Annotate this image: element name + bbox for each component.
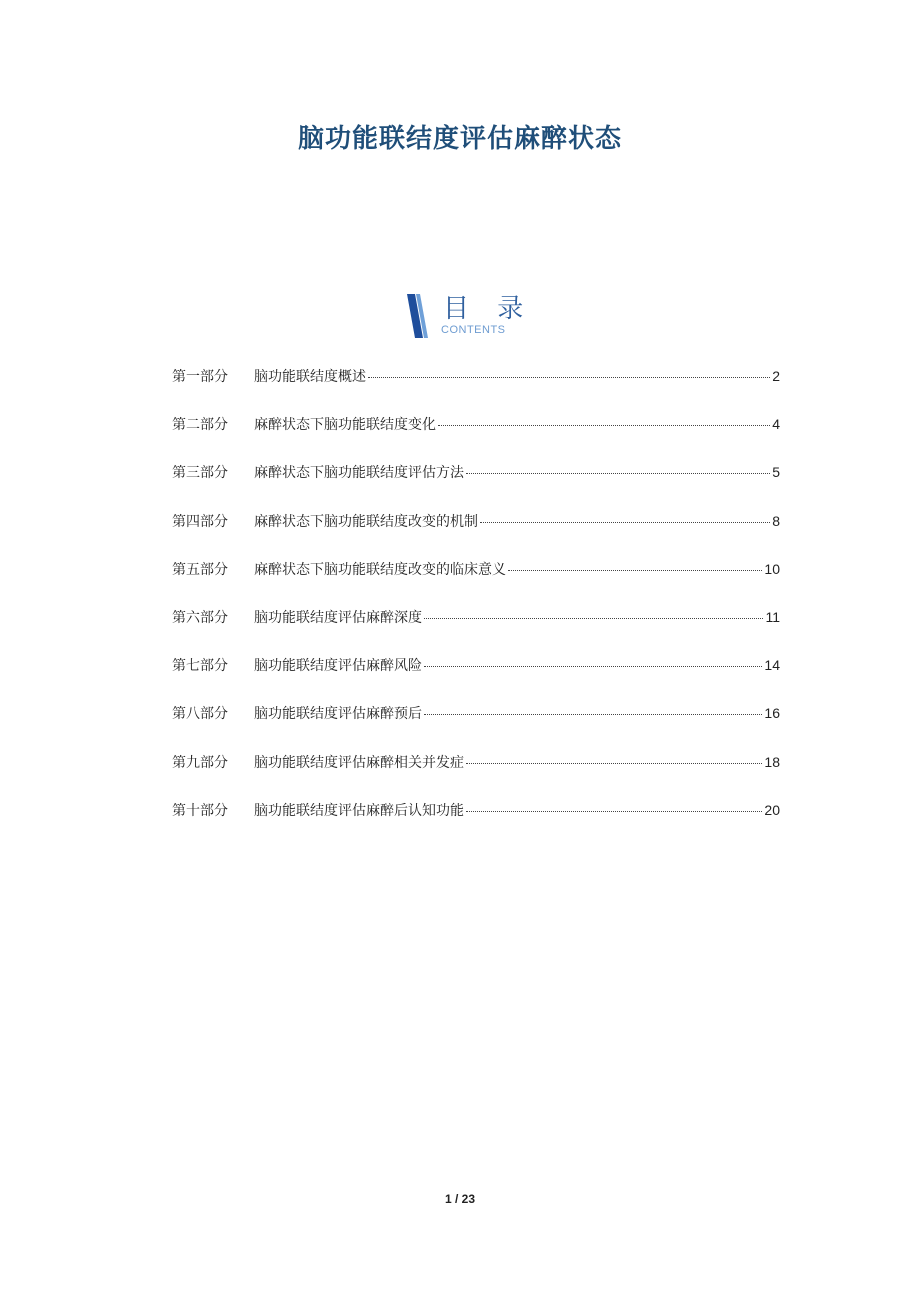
- toc-entry[interactable]: [172, 800, 780, 848]
- toc-entry[interactable]: [172, 559, 780, 607]
- toc-entry-page: 4: [772, 416, 780, 433]
- toc-leader-dots: [424, 618, 763, 619]
- toc-entry-title: 脑功能联结度评估麻醉预后: [254, 706, 422, 723]
- toc-entry-page: 20: [764, 801, 780, 818]
- book-stripe-icon: [405, 294, 433, 338]
- toc-entry-part: 第四部分: [172, 513, 228, 530]
- toc-entry-part: 第七部分: [172, 658, 228, 675]
- toc-entry[interactable]: [172, 414, 780, 462]
- toc-list: [172, 366, 780, 848]
- toc-subheading: CONTENTS: [441, 324, 506, 336]
- toc-header: [405, 292, 534, 340]
- toc-entry[interactable]: [172, 655, 780, 703]
- toc-entry-part: 第九部分: [172, 754, 228, 771]
- toc-entry-title: 麻醉状态下脑功能联结度改变的临床意义: [254, 561, 506, 578]
- toc-entry-page: 5: [772, 464, 780, 481]
- toc-entry[interactable]: [172, 366, 780, 414]
- toc-leader-dots: [424, 666, 762, 667]
- toc-entry[interactable]: [172, 752, 780, 800]
- toc-leader-dots: [480, 522, 770, 523]
- toc-leader-dots: [424, 714, 762, 715]
- toc-entry-part: 第三部分: [172, 465, 228, 482]
- toc-entry-page: 2: [772, 368, 780, 384]
- toc-leader-dots: [466, 763, 762, 764]
- toc-heading: 目 录: [443, 294, 534, 324]
- toc-entry[interactable]: [172, 607, 780, 655]
- toc-entry-title: 脑功能联结度评估麻醉后认知功能: [254, 802, 464, 819]
- toc-entry[interactable]: [172, 511, 780, 559]
- toc-entry[interactable]: [172, 462, 780, 510]
- toc-entry-part: 第八部分: [172, 706, 228, 723]
- toc-leader-dots: [438, 425, 770, 426]
- toc-entry-title: 脑功能联结度概述: [254, 369, 366, 385]
- toc-entry-page: 8: [772, 512, 780, 529]
- toc-entry-page: 16: [764, 705, 780, 722]
- toc-entry-title: 麻醉状态下脑功能联结度改变的机制: [254, 513, 478, 530]
- toc-entry-part: 第二部分: [172, 417, 228, 434]
- toc-leader-dots: [368, 377, 770, 378]
- toc-leader-dots: [466, 473, 770, 474]
- toc-entry-title: 脑功能联结度评估麻醉相关并发症: [254, 754, 464, 771]
- toc-entry-page: 14: [764, 657, 780, 674]
- toc-entry-part: 第一部分: [172, 369, 228, 385]
- toc-leader-dots: [466, 811, 762, 812]
- toc-entry-page: 10: [764, 560, 780, 577]
- toc-entry-part: 第十部分: [172, 802, 228, 819]
- toc-entry-title: 麻醉状态下脑功能联结度评估方法: [254, 465, 464, 482]
- toc-entry-page: 11: [765, 608, 780, 625]
- toc-entry-title: 脑功能联结度评估麻醉深度: [254, 609, 422, 626]
- toc-leader-dots: [508, 570, 762, 571]
- toc-entry-part: 第五部分: [172, 561, 228, 578]
- toc-entry-part: 第六部分: [172, 609, 228, 626]
- page-indicator: 1 / 23: [444, 1192, 476, 1206]
- toc-entry-title: 脑功能联结度评估麻醉风险: [254, 658, 422, 675]
- toc-entry-title: 麻醉状态下脑功能联结度变化: [254, 417, 436, 434]
- toc-entry-page: 18: [764, 753, 780, 770]
- toc-entry[interactable]: [172, 703, 780, 751]
- document-title: 脑功能联结度评估麻醉状态: [297, 124, 622, 154]
